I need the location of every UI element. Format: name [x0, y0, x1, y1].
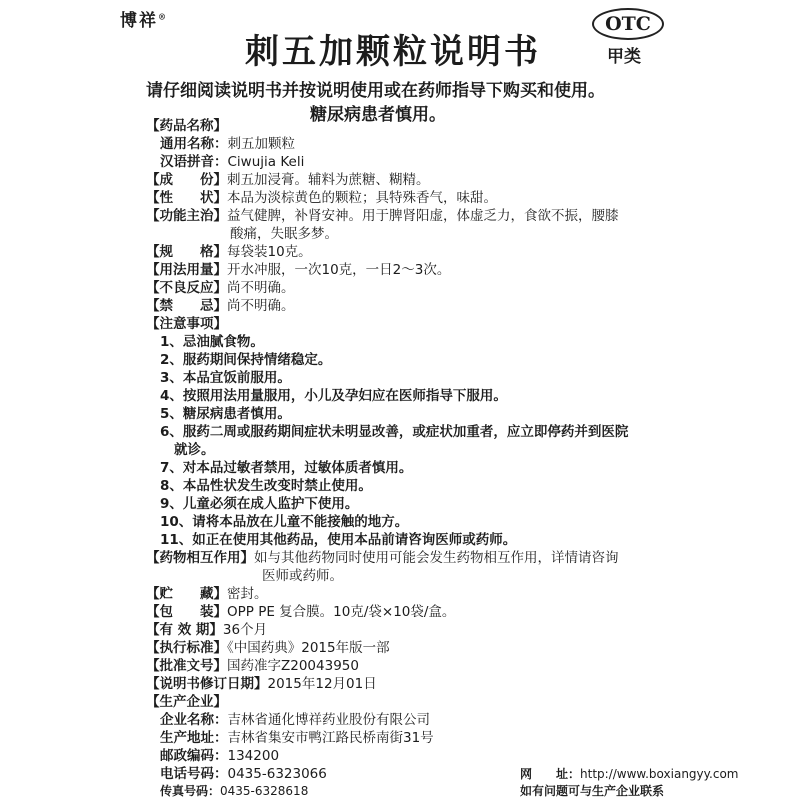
interactions-value-line2: 医师或药师。 [262, 568, 343, 584]
generic-name-label: 通用名称： [160, 136, 228, 152]
dosage-row [146, 261, 450, 279]
precaution-item: 8、本品性状发生改变时禁止使用。 [160, 478, 372, 494]
brand-logo: 博祥® [120, 11, 168, 31]
manufacturer-footer: 如有问题可与生产企业联系 [520, 784, 665, 798]
composition-label: 【成 份】 [146, 172, 227, 188]
precaution-item: 2、服药期间保持情绪稳定。 [160, 352, 332, 368]
approval-row [146, 657, 359, 675]
precautions-heading: 【注意事项】 [146, 316, 227, 332]
precaution-item: 4、按照用法用量服用，小儿及孕妇应在医师指导下服用。 [160, 388, 507, 404]
page-title: 刺五加颗粒说明书 [245, 32, 541, 72]
manufacturer-label: 传真号码： [160, 784, 221, 798]
storage-label: 【贮 藏】 [146, 586, 227, 602]
precaution-item-continued: 就诊。 [174, 442, 215, 458]
pinyin-value: Ciwujia Keli [227, 154, 305, 170]
revision-value: 2015年12月01日 [267, 676, 377, 692]
package-label: 【包 装】 [146, 604, 227, 620]
manufacturer-value: 吉林省通化博祥药业股份有限公司 [227, 712, 430, 728]
indications-value-line1: 益气健脾，补肾安神。用于脾肾阳虚，体虚乏力，食欲不振，腰膝 [227, 208, 619, 224]
standard-row [146, 639, 390, 657]
indications-value-line2: 酸痛，失眠多梦。 [230, 226, 338, 242]
diabetes-warning: 糖尿病患者慎用。 [310, 105, 446, 125]
manufacturer-row [160, 729, 434, 747]
manufacturer-row [520, 765, 738, 783]
indications-row [146, 207, 619, 225]
approval-label: 【批准文号】 [146, 658, 227, 674]
manufacturer-row [160, 765, 327, 783]
dosage-value: 开水冲服，一次10克，一日2～3次。 [227, 262, 451, 278]
contraindications-value: 尚不明确。 [227, 298, 295, 314]
standard-value: 《中国药典》2015年版一部 [227, 640, 390, 656]
manufacturer-value: 0435-6323066 [227, 766, 327, 782]
manufacturer-label: 网 址： [520, 767, 581, 781]
revision-row [146, 675, 377, 693]
specification-row [146, 243, 312, 261]
composition-row [146, 171, 430, 189]
validity-label: 【有 效 期】 [146, 622, 223, 638]
pinyin-row [160, 153, 304, 171]
precaution-item: 9、儿童必须在成人监护下使用。 [160, 496, 359, 512]
precaution-item: 10、请将本品放在儿童不能接触的地方。 [160, 514, 409, 530]
precaution-item: 5、糖尿病患者慎用。 [160, 406, 291, 422]
precaution-item: 11、如正在使用其他药品，使用本品前请咨询医师或药师。 [160, 532, 517, 548]
indications-label: 【功能主治】 [146, 208, 227, 224]
interactions-value-line1: 如与其他药物同时使用可能会发生药物相互作用，详情请咨询 [254, 550, 619, 566]
properties-row [146, 189, 497, 207]
manufacturer-label: 邮政编码： [160, 748, 228, 764]
revision-label: 【说明书修订日期】 [146, 676, 268, 692]
package-value: OPP PE 复合膜。10克/袋×10袋/盒。 [227, 604, 456, 620]
precaution-item: 3、本品宜饭前服用。 [160, 370, 291, 386]
approval-value: 国药准字Z20043950 [227, 658, 359, 674]
interactions-row [146, 549, 619, 567]
precaution-item: 7、对本品过敏者禁用，过敏体质者慎用。 [160, 460, 413, 476]
properties-label: 【性 状】 [146, 190, 227, 206]
manufacturer-row [160, 711, 430, 729]
standard-label: 【执行标准】 [146, 640, 227, 656]
otc-badge: OTC [592, 8, 664, 40]
manufacturer-value: 134200 [227, 748, 280, 764]
storage-value: 密封。 [227, 586, 268, 602]
specification-value: 每袋装10克。 [227, 244, 312, 260]
interactions-label: 【药物相互作用】 [146, 550, 254, 566]
storage-row [146, 585, 268, 603]
composition-value: 刺五加浸膏。辅料为蔗糖、糊精。 [227, 172, 430, 188]
validity-row [146, 621, 267, 639]
validity-value: 36个月 [222, 622, 268, 638]
website-value: http://www.boxiangyy.com [580, 767, 739, 781]
adverse-value: 尚不明确。 [227, 280, 295, 296]
manufacturer-heading: 【生产企业】 [146, 694, 227, 710]
manufacturer-label: 生产地址： [160, 730, 228, 746]
pinyin-label: 汉语拼音： [160, 154, 228, 170]
generic-name-row [160, 135, 295, 153]
manufacturer-label: 企业名称： [160, 712, 228, 728]
precaution-item: 1、忌油腻食物。 [160, 334, 264, 350]
adverse-label: 【不良反应】 [146, 280, 227, 296]
dosage-label: 【用法用量】 [146, 262, 227, 278]
otc-class-label: 甲类 [607, 47, 641, 67]
contraindications-row [146, 297, 295, 315]
manufacturer-value: 0435-6328618 [220, 784, 309, 798]
manufacturer-row [160, 783, 308, 799]
adverse-row [146, 279, 295, 297]
precaution-item: 6、服药二周或服药期间症状未明显改善，或症状加重者，应立即停药并到医院 [160, 424, 629, 440]
package-row [146, 603, 455, 621]
manufacturer-value: 吉林省集安市鸭江路民桥南街31号 [227, 730, 434, 746]
usage-warning: 请仔细阅读说明书并按说明使用或在药师指导下购买和使用。 [146, 81, 605, 101]
manufacturer-row [160, 747, 279, 765]
drug-name-heading: 【药品名称】 [146, 118, 227, 134]
contraindications-label: 【禁 忌】 [146, 298, 227, 314]
specification-label: 【规 格】 [146, 244, 227, 260]
manufacturer-label: 电话号码： [160, 766, 228, 782]
properties-value: 本品为淡棕黄色的颗粒；具特殊香气，味甜。 [227, 190, 497, 206]
generic-name-value: 刺五加颗粒 [227, 136, 295, 152]
